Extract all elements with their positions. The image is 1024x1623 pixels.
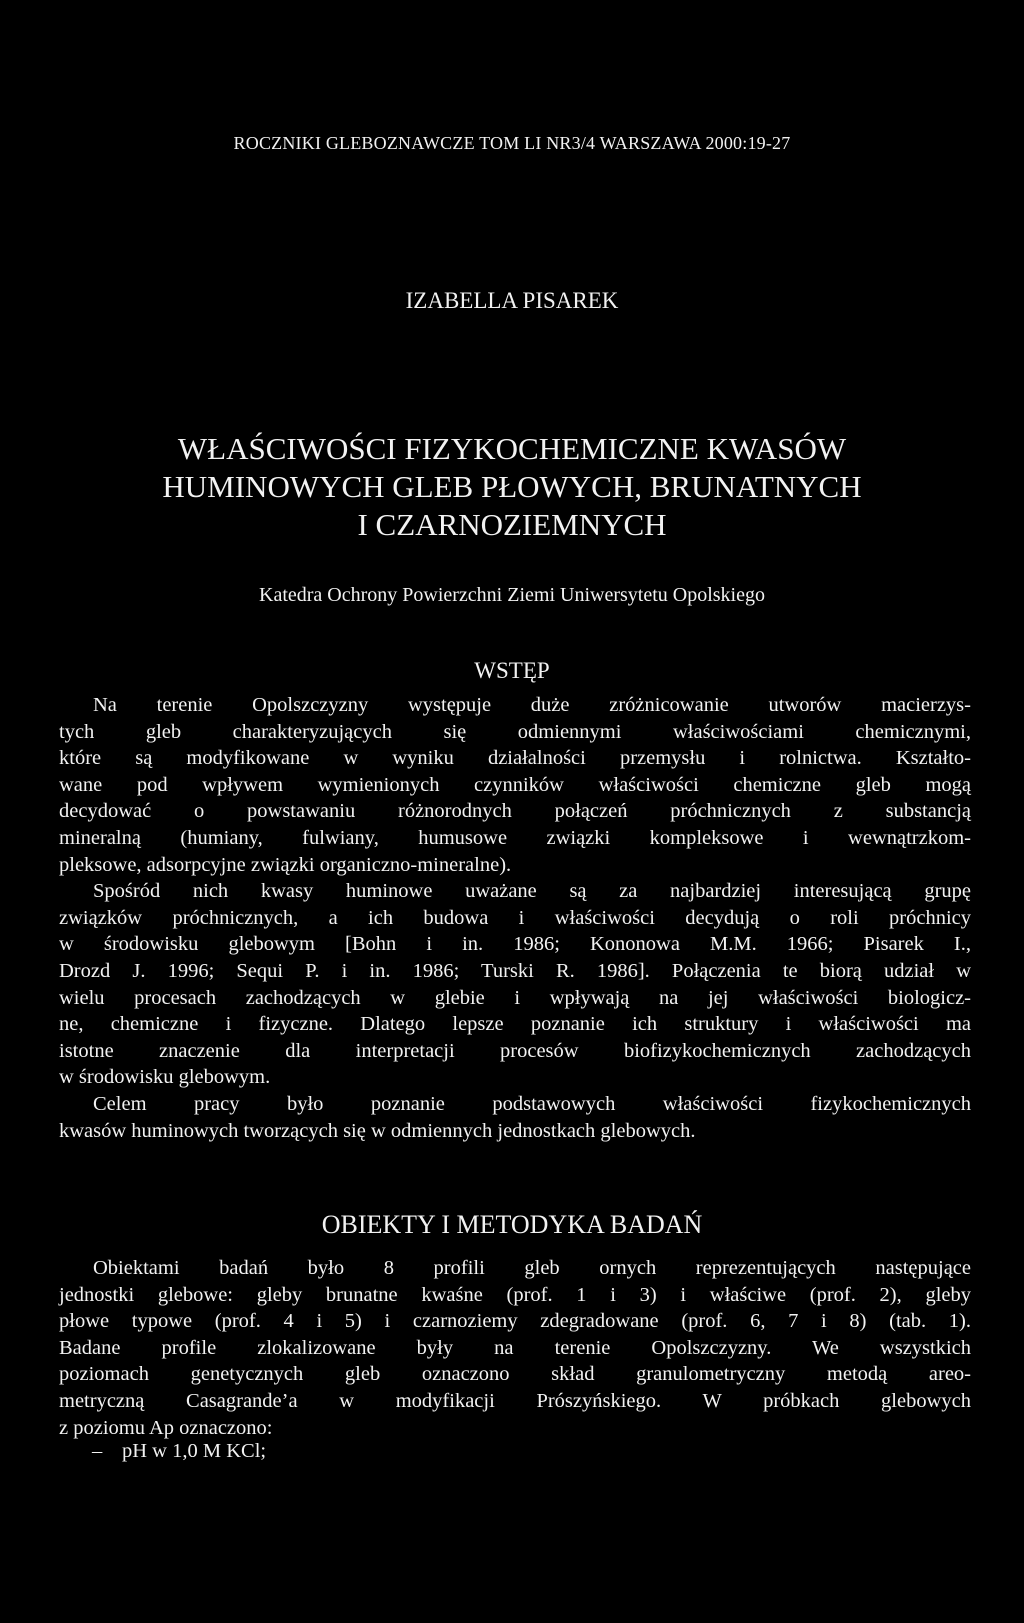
text-line: związków próchnicznych, a ich budowa i właściwości decydują o roli próchnicy bbox=[59, 906, 971, 929]
list-dash: – bbox=[92, 1440, 103, 1462]
text-line: pleksowe, adsorpcyjne związki organiczno-mineralne). bbox=[59, 853, 512, 876]
text-line: jednostki glebowe: gleby brunatne kwaśne (prof. 1 i 3) i właściwe (prof. 2), gleby bbox=[59, 1283, 971, 1306]
text-line: poziomach genetycznych gleb oznaczono skład granulometryczny metodą areo- bbox=[59, 1363, 971, 1386]
text-line: kwasów huminowych tworzących się w odmiennych jednostkach glebowych. bbox=[59, 1119, 696, 1142]
text-line: Celem pracy było poznanie podstawowych właściwości fizykochemicznych bbox=[93, 1092, 971, 1115]
text-line: wane pod wpływem wymienionych czynników właściwości chemiczne gleb mogą bbox=[59, 773, 971, 796]
text-line: Badane profile zlokalizowane były na terenie Opolszczyzny. We wszystkich bbox=[59, 1336, 971, 1359]
text-line: wielu procesach zachodzących w glebie i wpływają na jej właściwości biologicz- bbox=[59, 986, 971, 1009]
list-item-text: pH w 1,0 M KCl; bbox=[122, 1440, 267, 1462]
running-head: ROCZNIKI GLEBOZNAWCZE TOM LI NR3/4 WARSZAWA 2000:19-27 bbox=[233, 133, 791, 153]
text-line: płowe typowe (prof. 4 i 5) i czarnoziemy zdegradowane (prof. 6, 7 i 8) (tab. 1). bbox=[59, 1310, 971, 1333]
article-title bbox=[40, 430, 984, 544]
text-line: Drozd J. 1996; Sequi P. i in. 1986; Turski R. 1986]. Połączenia te biorą udział w bbox=[59, 959, 971, 982]
title-line: I CZARNOZIEMNYCH bbox=[357, 507, 667, 542]
text-line: ne, chemiczne i fizyczne. Dlatego lepsze poznanie ich struktury i właściwości ma bbox=[59, 1013, 971, 1036]
affiliation: Katedra Ochrony Powierzchni Ziemi Uniwersytetu Opolskiego bbox=[259, 584, 765, 606]
text-line: w środowisku glebowym. bbox=[59, 1066, 271, 1089]
section-body-wstep bbox=[59, 692, 971, 1144]
text-line: istotne znaczenie dla interpretacji procesów biofizykochemicznych zachodzących bbox=[59, 1039, 971, 1062]
text-line: Obiektami badań było 8 profili gleb ornych reprezentujących następujące bbox=[93, 1257, 971, 1279]
text-line: mineralną (humiany, fulwiany, humusowe związki kompleksowe i wewnątrzkom- bbox=[59, 826, 971, 849]
text-line: tych gleb charakteryzujących się odmiennymi właściwościami chemicznymi, bbox=[59, 720, 971, 743]
text-line: decydować o powstawaniu różnorodnych połączeń próchnicznych z substancją bbox=[59, 800, 971, 823]
text-line: które są modyfikowane w wyniku działalności przemysłu i rolnictwa. Kształto- bbox=[59, 747, 971, 770]
list-item bbox=[92, 1440, 266, 1463]
section-body-obiekty bbox=[59, 1255, 971, 1441]
section-heading-wstep: WSTĘP bbox=[474, 658, 550, 683]
section-heading-obiekty: OBIEKTY I METODYKA BADAŃ bbox=[321, 1210, 703, 1239]
author-name: IZABELLA PISAREK bbox=[405, 288, 619, 313]
text-line: w środowisku glebowym [Bohn i in. 1986; Kononowa M.M. 1966; Pisarek I., bbox=[59, 933, 971, 956]
title-line: HUMINOWYCH GLEB PŁOWYCH, BRUNATNYCH bbox=[162, 469, 862, 504]
title-line: WŁAŚCIWOŚCI FIZYKOCHEMICZNE KWASÓW bbox=[177, 431, 847, 466]
text-line: Na terenie Opolszczyzny występuje duże zróżnicowanie utworów macierzys- bbox=[93, 694, 971, 716]
text-line: metryczną Casagrande’a w modyfikacji Prószyńskiego. W próbkach glebowych bbox=[59, 1389, 971, 1412]
text-line: z poziomu Ap oznaczono: bbox=[59, 1416, 273, 1439]
text-line: Spośród nich kwasy huminowe uważane są za najbardziej interesującą grupę bbox=[93, 880, 971, 903]
